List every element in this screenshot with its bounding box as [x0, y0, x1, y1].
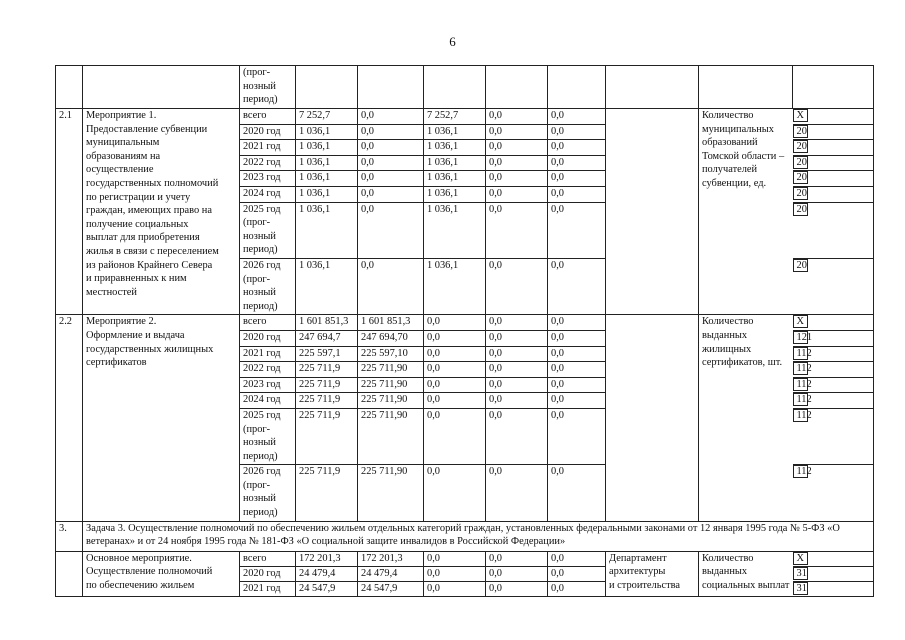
- event-2-2-year: 2020 год: [240, 330, 296, 346]
- event-2-2-year: всего: [240, 315, 296, 331]
- event-2-1-indicator-value-box: 20: [793, 259, 808, 272]
- event-2-1-other: 0,0: [548, 140, 606, 156]
- event-2-1-year: 2025 год (прог- нозный период): [240, 202, 296, 258]
- event-2-2-regional: 0,0: [424, 393, 486, 409]
- event-2-2-number: 2.2: [56, 315, 83, 521]
- event-2-2-indicator-value: [793, 465, 874, 521]
- event-2-1-indicator-value: [793, 155, 874, 171]
- main-event-other: 0,0: [548, 566, 606, 581]
- main-event-year: всего: [240, 551, 296, 566]
- event-2-2-total: 225 711,9: [296, 393, 358, 409]
- event-2-2-indicator-value: [793, 330, 874, 346]
- cont-loc: [486, 66, 548, 109]
- event-2-1-federal: 0,0: [358, 140, 424, 156]
- event-2-2-federal: 247 694,70: [358, 330, 424, 346]
- main-event-other: 0,0: [548, 581, 606, 596]
- event-2-1-total: 1 036,1: [296, 155, 358, 171]
- event-2-1-regional: 1 036,1: [424, 258, 486, 314]
- event-2-2-local: 0,0: [486, 362, 548, 378]
- event-2-1-indicator-value: [793, 186, 874, 202]
- event-2-2-local: 0,0: [486, 408, 548, 464]
- event-2-1-other: 0,0: [548, 202, 606, 258]
- event-2-2-year: 2022 год: [240, 362, 296, 378]
- event-2-1-regional: 1 036,1: [424, 186, 486, 202]
- event-2-1-indicator-value-box: 20: [793, 187, 808, 200]
- event-2-2-indicator-value-box: 112: [793, 409, 808, 422]
- event-2-2-regional: 0,0: [424, 330, 486, 346]
- main-event-number: [56, 551, 83, 596]
- event-2-2-indicator-value-box: 112: [793, 362, 808, 375]
- event-2-1-year: 2022 год: [240, 155, 296, 171]
- main-event-year: 2020 год: [240, 566, 296, 581]
- main-event-name: Основное мероприятие. Осуществление полномочий по обеспечению жильем: [83, 551, 240, 596]
- cont-executor: [606, 66, 699, 109]
- event-2-1-other: 0,0: [548, 124, 606, 140]
- event-2-1-indicator-value: [793, 171, 874, 187]
- event-2-2-local: 0,0: [486, 315, 548, 331]
- main-event-indicator-value-box: 31: [793, 567, 808, 580]
- event-2-2-other: 0,0: [548, 315, 606, 331]
- cont-total: [296, 66, 358, 109]
- event-2-1-year: 2026 год (прог- нозный период): [240, 258, 296, 314]
- event-2-2-federal: 1 601 851,3: [358, 315, 424, 331]
- event-2-1-federal: 0,0: [358, 124, 424, 140]
- event-2-1-total: 1 036,1: [296, 171, 358, 187]
- event-2-2-local: 0,0: [486, 393, 548, 409]
- main-event-regional: 0,0: [424, 566, 486, 581]
- event-2-1-indicator-value: [793, 258, 874, 314]
- event-2-2-federal: 225 711,90: [358, 377, 424, 393]
- event-2-2-indicator-value-box: 112: [793, 378, 808, 391]
- event-2-2-indicator-value-box: 112: [793, 347, 808, 360]
- event-2-2-indicator-value: [793, 393, 874, 409]
- event-2-1-indicator-value: [793, 109, 874, 125]
- event-2-1-indicator-value-box: X: [793, 109, 808, 122]
- event-2-2-other: 0,0: [548, 377, 606, 393]
- event-2-2-name: Мероприятие 2. Оформление и выдача государственных жилищных сертификатов: [83, 315, 240, 521]
- event-2-2-regional: 0,0: [424, 465, 486, 521]
- cont-other: [548, 66, 606, 109]
- event-2-2-year: 2025 год (прог- нозный период): [240, 408, 296, 464]
- event-2-2-regional: 0,0: [424, 408, 486, 464]
- event-2-2-federal: 225 711,90: [358, 362, 424, 378]
- event-2-2-total: 225 711,9: [296, 377, 358, 393]
- main-event-total: 24 479,4: [296, 566, 358, 581]
- cont-period: (прог- нозный период): [240, 66, 296, 109]
- event-2-2-year: 2023 год: [240, 377, 296, 393]
- event-2-1-regional: 1 036,1: [424, 140, 486, 156]
- event-2-1-indicator: Количество муниципальных образований Томской области – получателей субвенции, ед.: [699, 109, 793, 315]
- main-event-year: 2021 год: [240, 581, 296, 596]
- cont-num: [56, 66, 83, 109]
- event-2-1-indicator-value: [793, 202, 874, 258]
- event-2-1-federal: 0,0: [358, 202, 424, 258]
- event-2-1-local: 0,0: [486, 155, 548, 171]
- cont-fed: [358, 66, 424, 109]
- main-event-federal: 24 547,9: [358, 581, 424, 596]
- event-2-1-federal: 0,0: [358, 109, 424, 125]
- event-2-1-indicator-value-box: 20: [793, 125, 808, 138]
- event-2-1-federal: 0,0: [358, 171, 424, 187]
- event-2-2-other: 0,0: [548, 408, 606, 464]
- event-2-1-name: Мероприятие 1. Предоставление субвенции муниципальным образованиям на осуществление государственных полномочий по регистрации и учету граждан, имеющих право на получение социальных выплат для приобретения жилья в связи с переселением из районов Крайнего Севера и приравненных к ним местностей: [83, 109, 240, 315]
- event-2-1-year: 2020 год: [240, 124, 296, 140]
- event-2-1-other: 0,0: [548, 155, 606, 171]
- main-event-total: 24 547,9: [296, 581, 358, 596]
- event-2-2-indicator-value: [793, 377, 874, 393]
- event-2-2-total: 225 711,9: [296, 362, 358, 378]
- event-2-2-indicator-value-box: 112: [793, 465, 808, 478]
- main-event-regional: 0,0: [424, 581, 486, 596]
- main-event-federal: 24 479,4: [358, 566, 424, 581]
- main-event-indicator-value: [793, 551, 874, 566]
- cont-name: [83, 66, 240, 109]
- main-event-regional: 0,0: [424, 551, 486, 566]
- main-event-other: 0,0: [548, 551, 606, 566]
- cont-value: [793, 66, 874, 109]
- event-2-1-federal: 0,0: [358, 258, 424, 314]
- event-2-2-regional: 0,0: [424, 362, 486, 378]
- event-2-1-total: 1 036,1: [296, 140, 358, 156]
- event-2-2-total: 247 694,7: [296, 330, 358, 346]
- event-2-2-local: 0,0: [486, 330, 548, 346]
- event-2-1-regional: 1 036,1: [424, 124, 486, 140]
- event-2-1-total: 1 036,1: [296, 186, 358, 202]
- event-2-2-local: 0,0: [486, 377, 548, 393]
- main-event-local: 0,0: [486, 566, 548, 581]
- event-2-2-other: 0,0: [548, 393, 606, 409]
- event-2-2-federal: 225 711,90: [358, 465, 424, 521]
- program-table: [55, 65, 874, 597]
- event-2-1-year: 2021 год: [240, 140, 296, 156]
- event-2-1-indicator-value-box: 20: [793, 140, 808, 153]
- event-2-2-regional: 0,0: [424, 377, 486, 393]
- event-2-1-federal: 0,0: [358, 155, 424, 171]
- event-2-2-other: 0,0: [548, 330, 606, 346]
- event-2-1-executor: [606, 109, 699, 315]
- event-2-1-local: 0,0: [486, 109, 548, 125]
- event-2-1-total: 1 036,1: [296, 124, 358, 140]
- cont-reg: [424, 66, 486, 109]
- event-2-2-indicator-value: [793, 315, 874, 331]
- event-2-1-total: 7 252,7: [296, 109, 358, 125]
- event-2-2-total: 225 597,1: [296, 346, 358, 362]
- event-2-1-total: 1 036,1: [296, 202, 358, 258]
- event-2-1-local: 0,0: [486, 124, 548, 140]
- main-event-indicator-value-box: X: [793, 552, 808, 565]
- event-2-2-indicator-value-box: X: [793, 315, 808, 328]
- cont-indicator: [699, 66, 793, 109]
- event-2-2-local: 0,0: [486, 465, 548, 521]
- event-2-2-total: 225 711,9: [296, 465, 358, 521]
- task3-number: 3.: [56, 521, 83, 551]
- event-2-2-indicator: Количество выданных жилищных сертификатов, шт.: [699, 315, 793, 521]
- event-2-1-local: 0,0: [486, 186, 548, 202]
- event-2-2-total: 225 711,9: [296, 408, 358, 464]
- event-2-1-indicator-value-box: 20: [793, 171, 808, 184]
- event-2-1-other: 0,0: [548, 171, 606, 187]
- event-2-2-other: 0,0: [548, 346, 606, 362]
- main-event-indicator: Количество выданных социальных выплат: [699, 551, 793, 596]
- main-event-indicator-value-box: 31: [793, 582, 808, 595]
- event-2-1-other: 0,0: [548, 258, 606, 314]
- event-2-1-federal: 0,0: [358, 186, 424, 202]
- event-2-1-indicator-value-box: 20: [793, 203, 808, 216]
- event-2-1-other: 0,0: [548, 109, 606, 125]
- event-2-1-indicator-value: [793, 140, 874, 156]
- event-2-1-local: 0,0: [486, 140, 548, 156]
- event-2-2-indicator-value-box: 112: [793, 393, 808, 406]
- event-2-2-other: 0,0: [548, 362, 606, 378]
- event-2-1-year: 2023 год: [240, 171, 296, 187]
- page-number: 6: [449, 34, 456, 49]
- event-2-2-year: 2021 год: [240, 346, 296, 362]
- main-event-indicator-value: [793, 566, 874, 581]
- event-2-1-regional: 7 252,7: [424, 109, 486, 125]
- event-2-2-year: 2024 год: [240, 393, 296, 409]
- event-2-2-federal: 225 711,90: [358, 408, 424, 464]
- event-2-2-total: 1 601 851,3: [296, 315, 358, 331]
- main-event-federal: 172 201,3: [358, 551, 424, 566]
- event-2-2-indicator-value: [793, 362, 874, 378]
- event-2-2-indicator-value: [793, 408, 874, 464]
- event-2-1-indicator-value: [793, 124, 874, 140]
- event-2-2-regional: 0,0: [424, 315, 486, 331]
- main-event-executor: Департамент архитектуры и строительства: [606, 551, 699, 596]
- main-event-total: 172 201,3: [296, 551, 358, 566]
- event-2-1-local: 0,0: [486, 202, 548, 258]
- event-2-1-year: 2024 год: [240, 186, 296, 202]
- event-2-2-regional: 0,0: [424, 346, 486, 362]
- event-2-2-local: 0,0: [486, 346, 548, 362]
- event-2-1-number: 2.1: [56, 109, 83, 315]
- event-2-1-local: 0,0: [486, 171, 548, 187]
- event-2-1-local: 0,0: [486, 258, 548, 314]
- event-2-2-indicator-value: [793, 346, 874, 362]
- event-2-2-year: 2026 год (прог- нозный период): [240, 465, 296, 521]
- main-event-local: 0,0: [486, 551, 548, 566]
- event-2-2-federal: 225 711,90: [358, 393, 424, 409]
- main-event-local: 0,0: [486, 581, 548, 596]
- event-2-2-indicator-value-box: 121: [793, 331, 808, 344]
- event-2-1-other: 0,0: [548, 186, 606, 202]
- event-2-2-executor: [606, 315, 699, 521]
- event-2-1-indicator-value-box: 20: [793, 156, 808, 169]
- event-2-1-total: 1 036,1: [296, 258, 358, 314]
- event-2-1-year: всего: [240, 109, 296, 125]
- event-2-2-other: 0,0: [548, 465, 606, 521]
- task3-text: Задача 3. Осуществление полномочий по обеспечению жильем отдельных категорий граждан, установленных федеральными законами от 12 января 1995 года № 5-ФЗ «О ветеранах» и от 24 ноября 1995 года № 181-ФЗ «О социальной защите инвалидов в Российской Федерации»: [83, 521, 874, 551]
- event-2-2-federal: 225 597,10: [358, 346, 424, 362]
- event-2-1-regional: 1 036,1: [424, 155, 486, 171]
- event-2-1-regional: 1 036,1: [424, 171, 486, 187]
- main-event-indicator-value: [793, 581, 874, 596]
- event-2-1-regional: 1 036,1: [424, 202, 486, 258]
